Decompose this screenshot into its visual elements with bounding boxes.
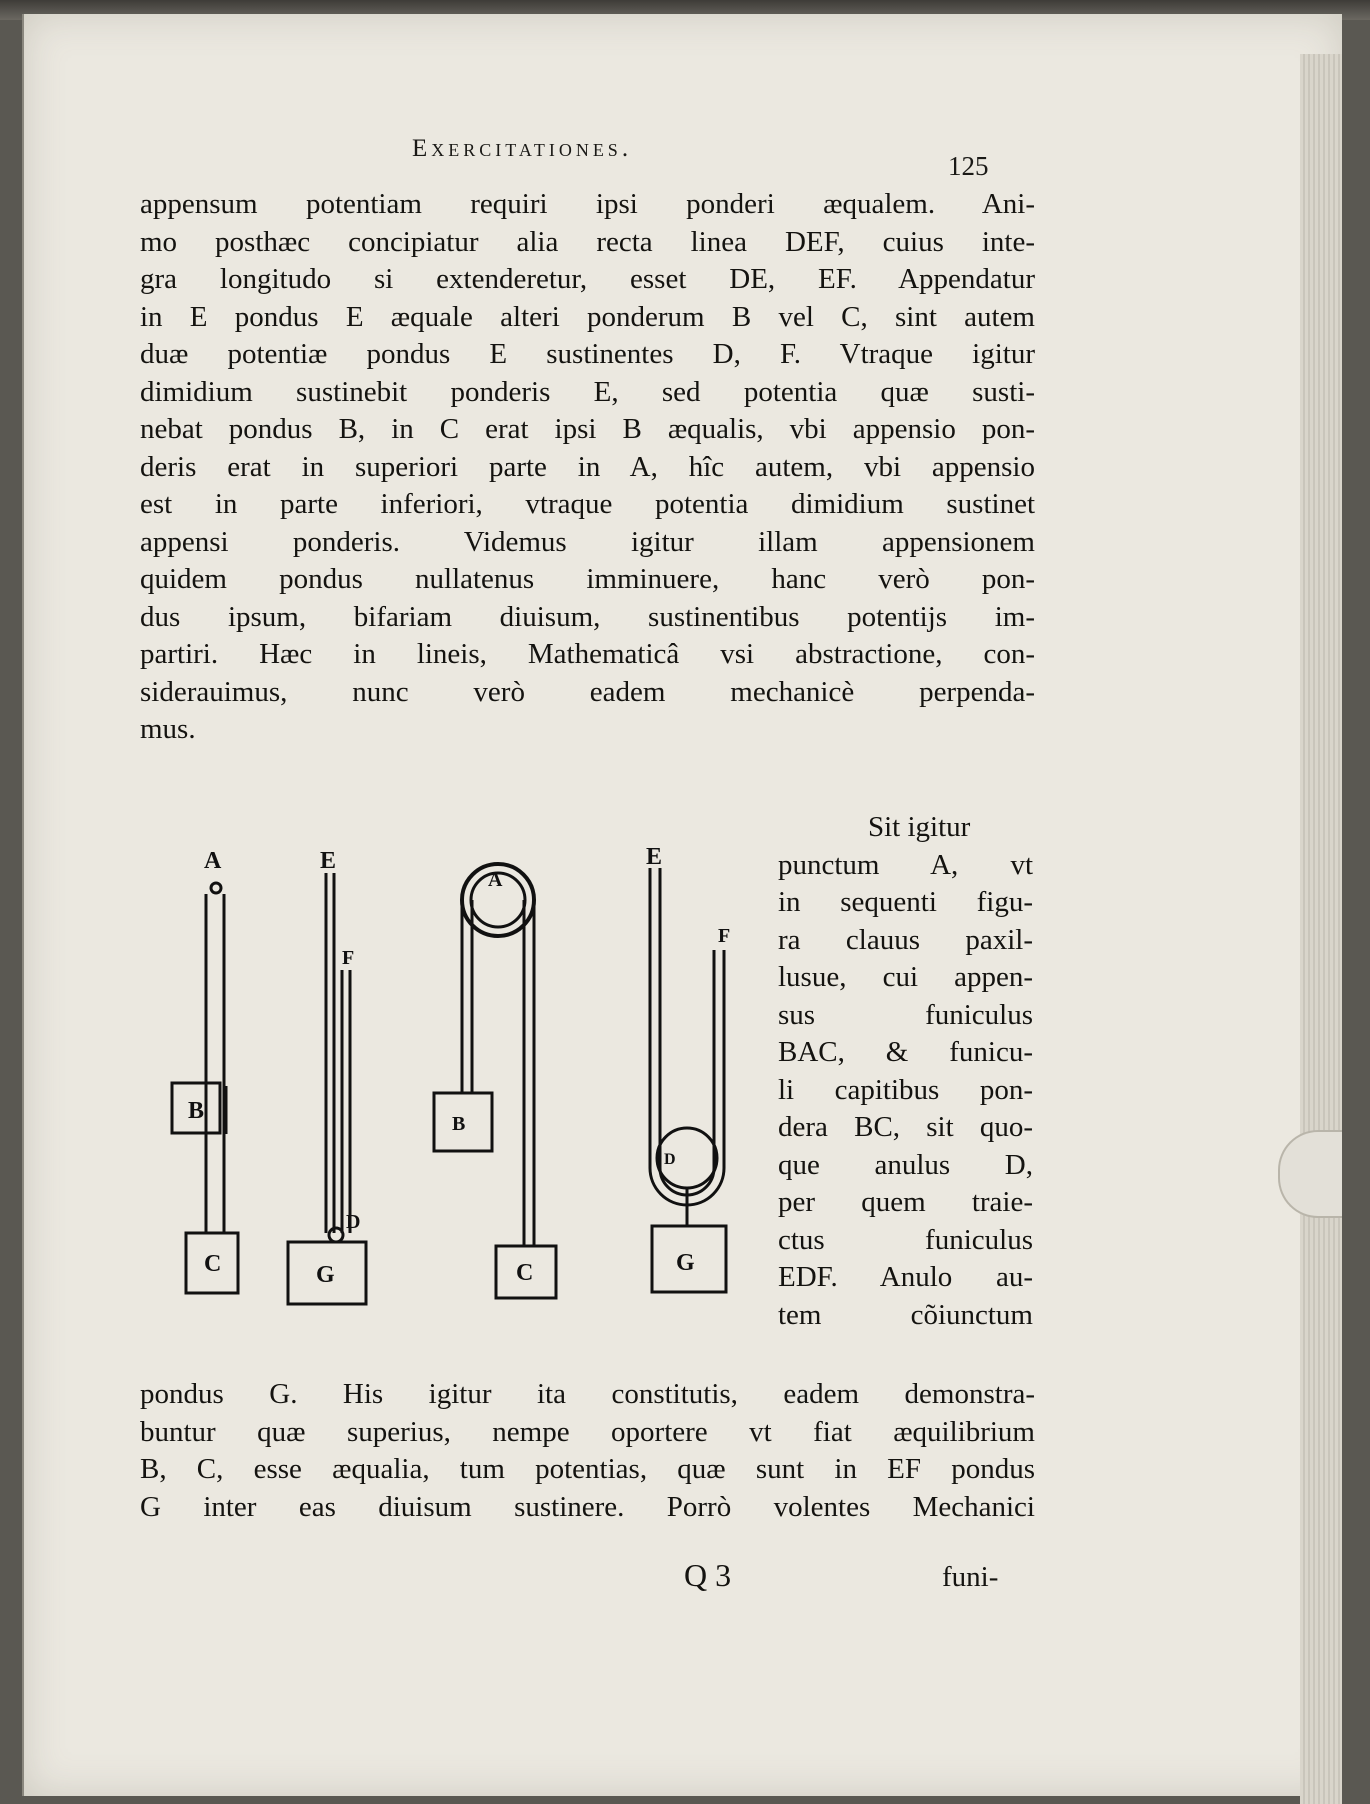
text-line: li capitibus pon- <box>778 1073 1033 1106</box>
fig1-label-b: B <box>188 1098 205 1124</box>
fig3-label-a: A <box>488 869 503 891</box>
text-line: lusue, cui appen- <box>778 961 1033 993</box>
fig2-label-d: D <box>346 1211 361 1233</box>
text-line: per quem traie- <box>778 1186 1033 1218</box>
catchword: funi- <box>942 1561 999 1593</box>
side-column <box>778 809 1033 1334</box>
text-line: dimidium sustinebit ponderis E, sed potentia quæ susti- <box>140 375 1035 408</box>
text-line: dera BC, sit quo- <box>778 1111 1033 1143</box>
pulley-diagram <box>150 838 750 1318</box>
text-line: sus funiculus <box>778 998 1033 1031</box>
text-line: deris erat in superiori parte in A, hîc autem, vbi appensio <box>140 450 1035 483</box>
text-line: ra clauus paxil- <box>778 923 1033 956</box>
text-line: appensi ponderis. Videmus igitur illam appensionem <box>140 525 1035 558</box>
text-line: quidem pondus nullatenus imminuere, hanc verò pon- <box>140 563 1035 595</box>
fig2-label-f: F <box>342 947 355 969</box>
text-line: partiri. Hæc in lineis, Mathematicâ vsi abstractione, con- <box>140 638 1035 670</box>
text-line: punctum A, vt <box>778 848 1033 881</box>
text-line: Sit igitur <box>868 811 971 843</box>
fig3-label-b: B <box>452 1113 466 1135</box>
fig4-label-e: E <box>646 844 663 870</box>
text-line: tem cõiunctum <box>778 1298 1033 1331</box>
paragraph-3 <box>140 1376 1035 1526</box>
running-head: Exercitationes. <box>412 135 633 162</box>
fig1-label-c: C <box>204 1251 222 1277</box>
text-line: nebat pondus B, in C erat ipsi B æqualis, vbi appensio pon- <box>140 413 1035 445</box>
text-line: que anulus D, <box>778 1148 1033 1181</box>
text-line: BAC, & funicu- <box>778 1036 1033 1068</box>
text-line: ctus funiculus <box>778 1223 1033 1256</box>
text-line: in E pondus E æquale alteri ponderum B vel C, sint autem <box>140 300 1035 333</box>
text-line: buntur quæ superius, nempe oportere vt fiat æquilibrium <box>140 1415 1035 1448</box>
text-line: pondus G. His igitur ita constitutis, eadem demonstra- <box>140 1378 1035 1410</box>
fig1-label-a: A <box>204 848 222 874</box>
text-line: mus. <box>140 713 196 745</box>
signature-mark: Q 3 <box>684 1557 732 1593</box>
fig2-label-e: E <box>320 848 337 874</box>
text-line: G inter eas diuisum sustinere. Porrò volentes Mechanici <box>140 1490 1035 1523</box>
fig4-label-f: F <box>718 925 731 947</box>
fig4-label-d: D <box>664 1151 676 1168</box>
paragraph-1 <box>140 186 1035 749</box>
text-line: EDF. Anulo au- <box>778 1261 1033 1293</box>
text-line: siderauimus, nunc verò eadem mechanicè perpenda- <box>140 675 1035 708</box>
text-line: gra longitudo si extenderetur, esset DE, EF. Appendatur <box>140 263 1035 295</box>
fig2-ring-d <box>329 1228 343 1242</box>
text-line: duæ potentiæ pondus E sustinentes D, F. Vtraque igitur <box>140 338 1035 370</box>
text-line: B, C, esse æqualia, tum potentias, quæ sunt in EF pondus <box>140 1453 1035 1485</box>
fig4-label-g: G <box>676 1250 695 1276</box>
fig2-label-g: G <box>316 1262 335 1288</box>
text-line: est in parte inferiori, vtraque potentia dimidium sustinet <box>140 488 1035 520</box>
text-line: in sequenti figu- <box>778 886 1033 918</box>
text-line: dus ipsum, bifariam diuisum, sustinentibus potentijs im- <box>140 600 1035 633</box>
page-edges <box>1300 54 1342 1804</box>
fig3-label-c: C <box>516 1260 534 1286</box>
page-number: 125 <box>948 151 989 181</box>
page-clip <box>1278 1130 1342 1218</box>
text-line: mo posthæc concipiatur alia recta linea DEF, cuius inte- <box>140 225 1035 258</box>
text-line: appensum potentiam requiri ipsi ponderi æqualem. Ani- <box>140 188 1035 220</box>
fig1-peg <box>211 883 221 893</box>
pulley-figure <box>150 838 750 1322</box>
